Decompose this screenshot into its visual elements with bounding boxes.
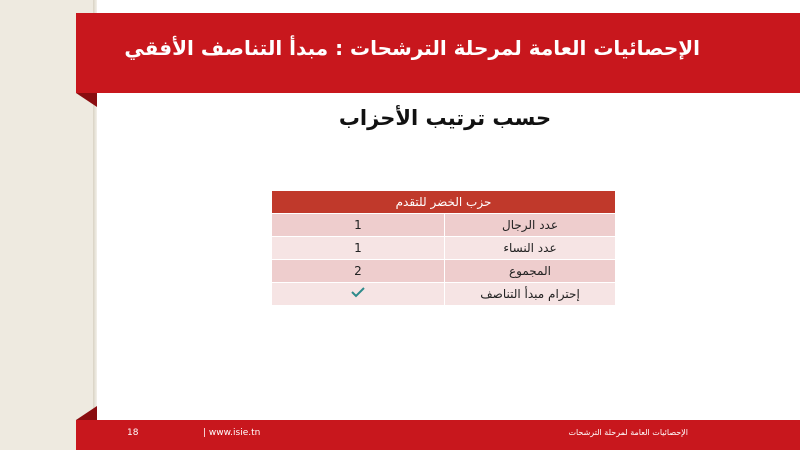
check-icon xyxy=(350,286,366,302)
table-row xyxy=(272,214,615,237)
party-stats-table xyxy=(272,191,615,305)
title-band-fold xyxy=(76,93,97,107)
row-value-total: 2 xyxy=(272,260,445,283)
row-value-parity-respect xyxy=(272,283,445,306)
row-label-women: عدد النساء xyxy=(445,237,616,260)
slide-title: الإحصائيات العامة لمرحلة الترشحات : مبدأ التناصف الأفقي xyxy=(124,36,700,60)
table-header-party-name: حزب الخضر للتقدم xyxy=(272,191,615,214)
table-row xyxy=(272,237,615,260)
slide-subtitle: حسب ترتيب الأحزاب xyxy=(338,106,552,130)
table-row xyxy=(272,260,615,283)
row-label-men: عدد الرجال xyxy=(445,214,616,237)
row-label-parity-respect: إحترام مبدأ التناصف xyxy=(445,283,616,306)
page-number: 18 xyxy=(127,428,139,438)
table-header-row xyxy=(272,191,615,214)
table-row xyxy=(272,283,615,306)
footer-band-fold xyxy=(76,406,97,420)
row-value-men: 1 xyxy=(272,214,445,237)
footer-band xyxy=(76,420,800,450)
website-link[interactable]: | www.isie.tn xyxy=(203,428,261,438)
row-value-women: 1 xyxy=(272,237,445,260)
footer-title: الإحصائيات العامة لمرحلة الترشحات xyxy=(568,428,688,437)
row-label-total: المجموع xyxy=(445,260,616,283)
